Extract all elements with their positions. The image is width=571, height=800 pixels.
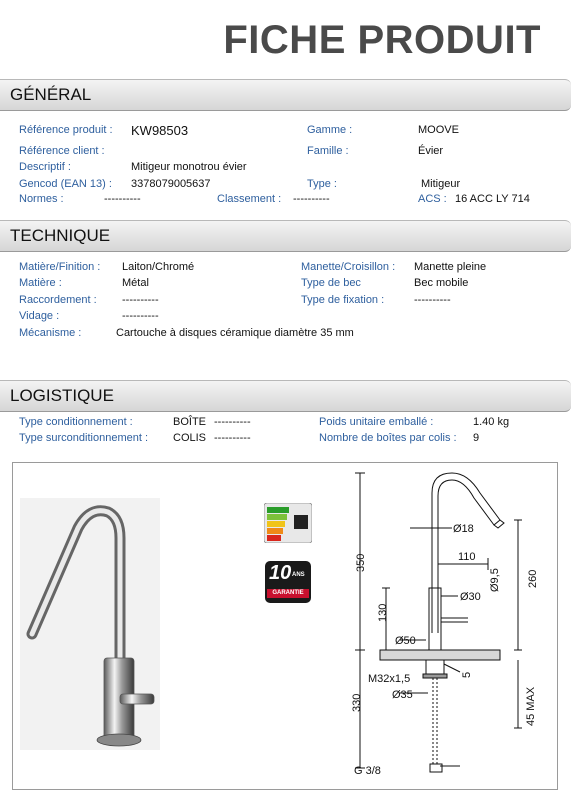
surcond-value: COLIS (173, 432, 207, 444)
manette-value: Manette pleine (414, 261, 487, 273)
dim-5: 5 (461, 671, 473, 678)
boites-value: 9 (473, 432, 480, 444)
cond-dash: ---------- (214, 416, 251, 428)
dim-330: 330 (351, 693, 363, 712)
matiere-label: Matière : (19, 277, 62, 289)
type-bec-label: Type de bec (301, 277, 361, 289)
famille-label: Famille : (307, 145, 349, 157)
technical-drawing (340, 468, 552, 784)
warranty-number: 10 (269, 562, 292, 584)
fixation-value: ---------- (414, 294, 451, 306)
normes-value: ---------- (104, 193, 141, 205)
type-label: Type : (307, 178, 337, 190)
poids-value: 1.40 kg (473, 416, 510, 428)
ref-produit-value: KW98503 (131, 123, 189, 138)
dim-130: 130 (377, 603, 389, 622)
dim-m32: M32x1,5 (368, 673, 411, 685)
energy-class-badge (264, 503, 312, 543)
matiere-finition-value: Laiton/Chromé (122, 261, 195, 273)
dim-45max: 45 MAX (525, 686, 537, 726)
descriptif-label: Descriptif : (19, 161, 71, 173)
ref-produit-label: Référence produit : (19, 124, 113, 136)
dim-110: 110 (458, 551, 476, 563)
dim-d30: Ø30 (460, 591, 481, 603)
dim-d95: Ø9,5 (489, 568, 501, 592)
product-photo (20, 498, 160, 750)
dim-d50: Ø50 (395, 635, 416, 647)
section-header-general (0, 79, 571, 111)
acs-value: 16 ACC LY 714 (455, 193, 530, 205)
mecanisme-value: Cartouche à disques céramique diamètre 35 mm (116, 327, 354, 339)
classement-label: Classement : (217, 193, 282, 205)
section-title-logistique: LOGISTIQUE (10, 386, 114, 405)
section-header-logistique (0, 380, 571, 412)
vidage-label: Vidage : (19, 310, 60, 322)
descriptif-value: Mitigeur monotrou évier (131, 161, 247, 173)
normes-label: Normes : (19, 193, 64, 205)
raccordement-value: ---------- (122, 294, 159, 306)
surcond-dash: ---------- (214, 432, 251, 444)
dim-d35: Ø35 (392, 689, 413, 701)
warranty-text: GARANTIE (267, 589, 309, 598)
warranty-ans: ANS (292, 572, 305, 578)
matiere-value: Métal (122, 277, 149, 289)
boites-label: Nombre de boîtes par colis : (319, 432, 457, 444)
dim-g38: G 3/8 (354, 765, 381, 777)
gencod-value: 3378079005637 (131, 178, 211, 190)
dim-d18: Ø18 (453, 523, 474, 535)
raccordement-label: Raccordement : (19, 294, 97, 306)
cond-label: Type conditionnement : (19, 416, 133, 428)
classement-value: ---------- (293, 193, 330, 205)
famille-value: Évier (418, 145, 444, 157)
section-title-technique: TECHNIQUE (10, 226, 111, 245)
poids-label: Poids unitaire emballé : (319, 416, 434, 428)
dim-350: 350 (355, 553, 367, 572)
gamme-value: MOOVE (418, 124, 459, 136)
gencod-label: Gencod (EAN 13) : (19, 178, 112, 190)
cond-value: BOÎTE (173, 416, 207, 428)
page-title: FICHE PRODUIT (223, 18, 541, 62)
surcond-label: Type surconditionnement : (19, 432, 149, 444)
section-header-technique (0, 220, 571, 252)
type-value: Mitigeur (421, 178, 461, 190)
mecanisme-label: Mécanisme : (19, 327, 82, 339)
matiere-finition-label: Matière/Finition : (19, 261, 101, 273)
type-bec-value: Bec mobile (414, 277, 469, 289)
warranty-badge (265, 561, 311, 603)
manette-label: Manette/Croisillon : (301, 261, 396, 273)
acs-label: ACS : (418, 193, 447, 205)
gamme-label: Gamme : (307, 124, 353, 136)
ref-client-label: Référence client : (19, 145, 105, 157)
dim-260: 260 (527, 569, 539, 588)
section-title-general: GÉNÉRAL (10, 85, 92, 104)
fixation-label: Type de fixation : (301, 294, 385, 306)
vidage-value: ---------- (122, 310, 159, 322)
